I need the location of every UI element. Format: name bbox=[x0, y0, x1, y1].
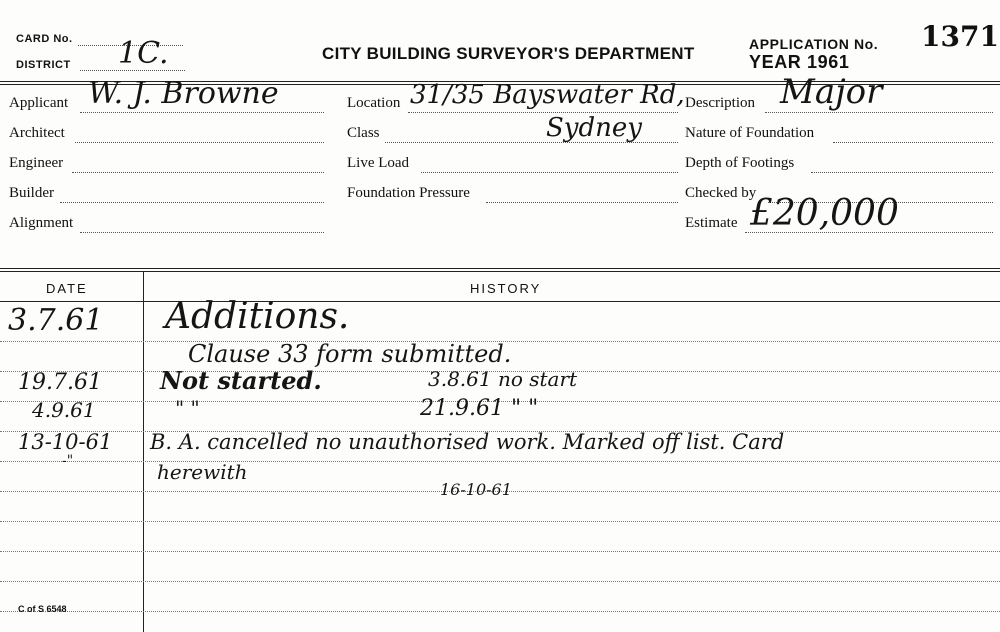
form-number: C of S 6548 bbox=[18, 604, 67, 614]
row-line bbox=[0, 611, 1000, 612]
location-suburb-value: Sydney bbox=[546, 113, 642, 143]
entry-date: 13-10-61 bbox=[18, 430, 113, 454]
estimate-value: £20,000 bbox=[750, 193, 899, 234]
description-label: Description bbox=[685, 95, 755, 111]
checked-by-label: Checked by bbox=[685, 185, 757, 201]
entry-date-mark: -" bbox=[62, 453, 74, 469]
application-no-label: APPLICATION No. bbox=[749, 36, 879, 52]
row-line bbox=[0, 551, 1000, 552]
engineer-line bbox=[72, 172, 324, 173]
live-load-line bbox=[421, 172, 678, 173]
entry-text: herewith bbox=[157, 460, 248, 484]
entry-note: 3.8.61 no start bbox=[428, 367, 578, 391]
foundation-pressure-label: Foundation Pressure bbox=[347, 185, 470, 201]
district-label: DISTRICT bbox=[16, 59, 71, 71]
builder-line bbox=[60, 202, 324, 203]
entry-text: Additions. bbox=[165, 296, 350, 337]
entry-signature-date: 16-10-61 bbox=[440, 480, 512, 499]
alignment-label: Alignment bbox=[9, 215, 74, 231]
history-column-header: HISTORY bbox=[470, 281, 542, 296]
application-number: 1371 bbox=[921, 20, 999, 53]
year-label: YEAR 1961 bbox=[749, 52, 850, 72]
architect-label: Architect bbox=[9, 125, 65, 141]
nature-of-foundation-line bbox=[833, 142, 993, 143]
applicant-label: Applicant bbox=[9, 95, 69, 111]
nature-of-foundation-label: Nature of Foundation bbox=[685, 125, 815, 141]
applicant-value: W. J. Browne bbox=[88, 76, 279, 111]
entry-text: Not started. bbox=[160, 366, 322, 395]
foundation-pressure-line bbox=[486, 202, 678, 203]
card-no-label: CARD No. bbox=[16, 33, 73, 45]
district-value: 1C. bbox=[118, 36, 169, 71]
description-value: Major bbox=[780, 72, 883, 112]
entry-date: 19.7.61 bbox=[18, 370, 102, 395]
row-line bbox=[0, 461, 1000, 462]
location-value: 31/35 Bayswater Rd, bbox=[410, 80, 685, 110]
builder-label: Builder bbox=[9, 185, 54, 201]
entry-text: Clause 33 form submitted. bbox=[188, 340, 512, 368]
row-line bbox=[0, 581, 1000, 582]
department-title: CITY BUILDING SURVEYOR'S DEPARTMENT bbox=[322, 44, 695, 63]
estimate-label: Estimate bbox=[685, 215, 738, 231]
live-load-label: Live Load bbox=[347, 155, 410, 171]
entry-text: B. A. cancelled no unauthorised work. Marked off list. Card bbox=[150, 430, 785, 454]
applicant-line bbox=[80, 112, 324, 113]
architect-line bbox=[75, 142, 324, 143]
location-label: Location bbox=[347, 95, 401, 111]
description-line bbox=[765, 112, 993, 113]
entry-date: 3.7.61 bbox=[8, 303, 104, 338]
entry-text: " " bbox=[175, 396, 200, 420]
column-divider bbox=[143, 271, 144, 632]
table-header-rule bbox=[0, 301, 1000, 302]
depth-of-footings-line bbox=[811, 172, 993, 173]
row-line bbox=[0, 521, 1000, 522]
entry-note: 21.9.61 " " bbox=[420, 396, 539, 421]
date-column-header: DATE bbox=[46, 281, 88, 296]
table-top-rule-2 bbox=[0, 271, 1000, 272]
class-label: Class bbox=[347, 125, 380, 141]
entry-date: 4.9.61 bbox=[32, 398, 96, 422]
alignment-line bbox=[80, 232, 324, 233]
table-top-rule bbox=[0, 268, 1000, 269]
engineer-label: Engineer bbox=[9, 155, 64, 171]
depth-of-footings-label: Depth of Footings bbox=[685, 155, 795, 171]
